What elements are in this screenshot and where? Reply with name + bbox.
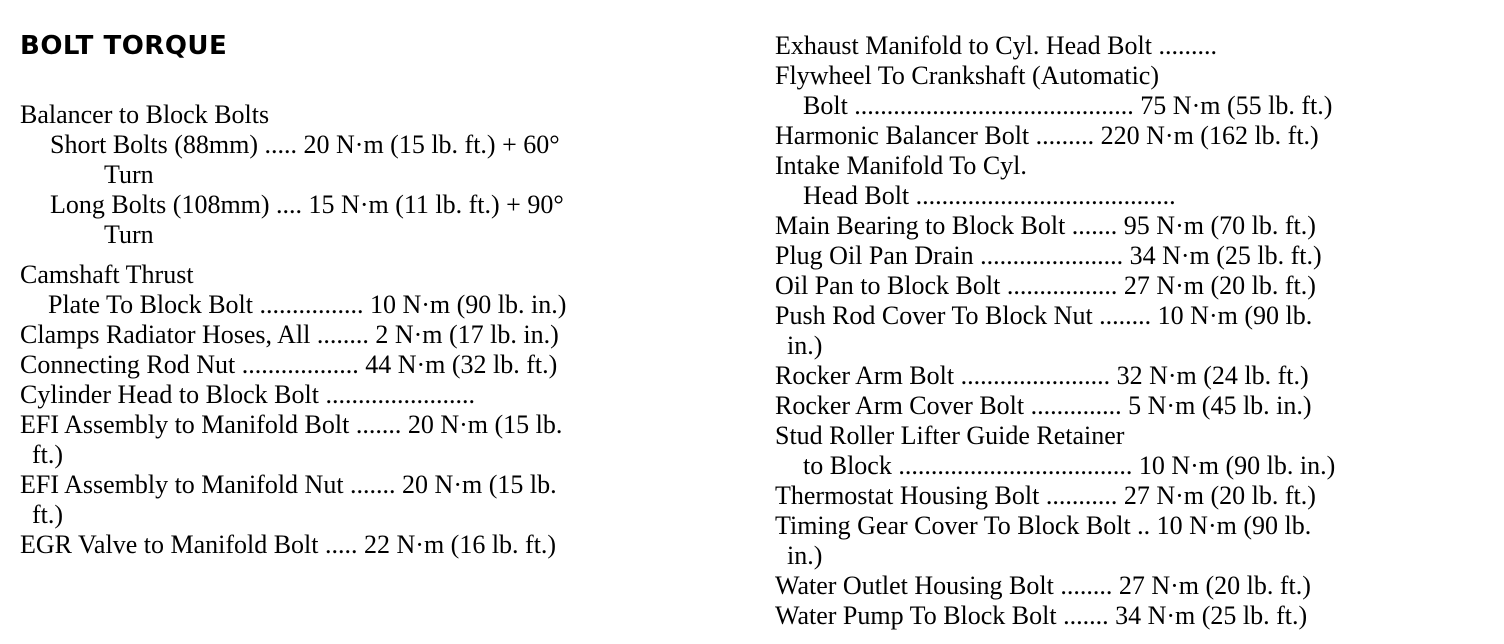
spec-heading: Balancer to Block Bolts	[20, 100, 270, 129]
spec-line: Main Bearing to Block Bolt ....... 95 N·m (70 lb. ft.)	[775, 211, 1316, 240]
spec-line: Head Bolt ........................................	[803, 181, 1176, 210]
spec-continuation: ft.)	[32, 440, 64, 469]
spec-heading: Flywheel To Crankshaft (Automatic)	[775, 61, 1160, 90]
spec-line: EGR Valve to Manifold Bolt ..... 22 N·m (16 lb. ft.)	[20, 530, 557, 559]
spec-continuation: in.)	[787, 331, 823, 360]
spec-line: Timing Gear Cover To Block Bolt .. 10 N·m (90 lb.	[775, 511, 1312, 540]
spec-line: EFI Assembly to Manifold Bolt ....... 20 N·m (15 lb.	[20, 410, 563, 439]
spec-line: Connecting Rod Nut .................. 44 N·m (32 lb. ft.)	[20, 350, 558, 379]
spec-line: Thermostat Housing Bolt ........... 27 N·m (20 lb. ft.)	[775, 481, 1316, 510]
spec-line: Oil Pan to Block Bolt ................. 27 N·m (20 lb. ft.)	[775, 271, 1316, 300]
spec-line: Exhaust Manifold to Cyl. Head Bolt .........	[775, 31, 1217, 60]
spec-line: EFI Assembly to Manifold Nut ....... 20 N·m (15 lb.	[20, 470, 557, 499]
spec-heading: Camshaft Thrust	[20, 260, 194, 289]
section-title: BOLT TORQUE	[20, 31, 228, 61]
spec-line: Clamps Radiator Hoses, All ........ 2 N·m (17 lb. in.)	[20, 320, 559, 349]
spec-line: to Block .................................... 10 N·m (90 lb. in.)	[803, 451, 1336, 480]
spec-line: Push Rod Cover To Block Nut ........ 10 N·m (90 lb.	[775, 301, 1313, 330]
spec-continuation: in.)	[787, 541, 823, 570]
spec-line: Cylinder Head to Block Bolt .......................	[20, 380, 475, 409]
spec-heading: Stud Roller Lifter Guide Retainer	[775, 421, 1125, 450]
spec-line: Plate To Block Bolt ................ 10 N·m (90 lb. in.)	[48, 290, 567, 319]
spec-continuation: Turn	[104, 160, 154, 189]
spec-line: Harmonic Balancer Bolt ......... 220 N·m (162 lb. ft.)	[775, 121, 1319, 150]
spec-line: Bolt ........................................... 75 N·m (55 lb. ft.)	[803, 91, 1333, 120]
spec-line: Long Bolts (108mm) .... 15 N·m (11 lb. ft.) + 90°	[50, 190, 564, 219]
spec-heading: Intake Manifold To Cyl.	[775, 151, 1027, 180]
left-column	[20, 100, 730, 560]
spec-continuation: Turn	[104, 220, 154, 249]
spec-line: Short Bolts (88mm) ..... 20 N·m (15 lb. ft.) + 60°	[50, 130, 560, 159]
spec-line: Rocker Arm Bolt ....................... 32 N·m (24 lb. ft.)	[775, 361, 1309, 390]
spec-line: Water Pump To Block Bolt ....... 34 N·m (25 lb. ft.)	[775, 601, 1308, 630]
spec-line: Rocker Arm Cover Bolt .............. 5 N·m (45 lb. in.)	[775, 391, 1312, 420]
spec-line: Water Outlet Housing Bolt ........ 27 N·m (20 lb. ft.)	[775, 571, 1311, 600]
spec-line: Plug Oil Pan Drain ...................... 34 N·m (25 lb. ft.)	[775, 241, 1322, 270]
spec-continuation: ft.)	[32, 500, 64, 529]
right-column	[775, 31, 1475, 631]
